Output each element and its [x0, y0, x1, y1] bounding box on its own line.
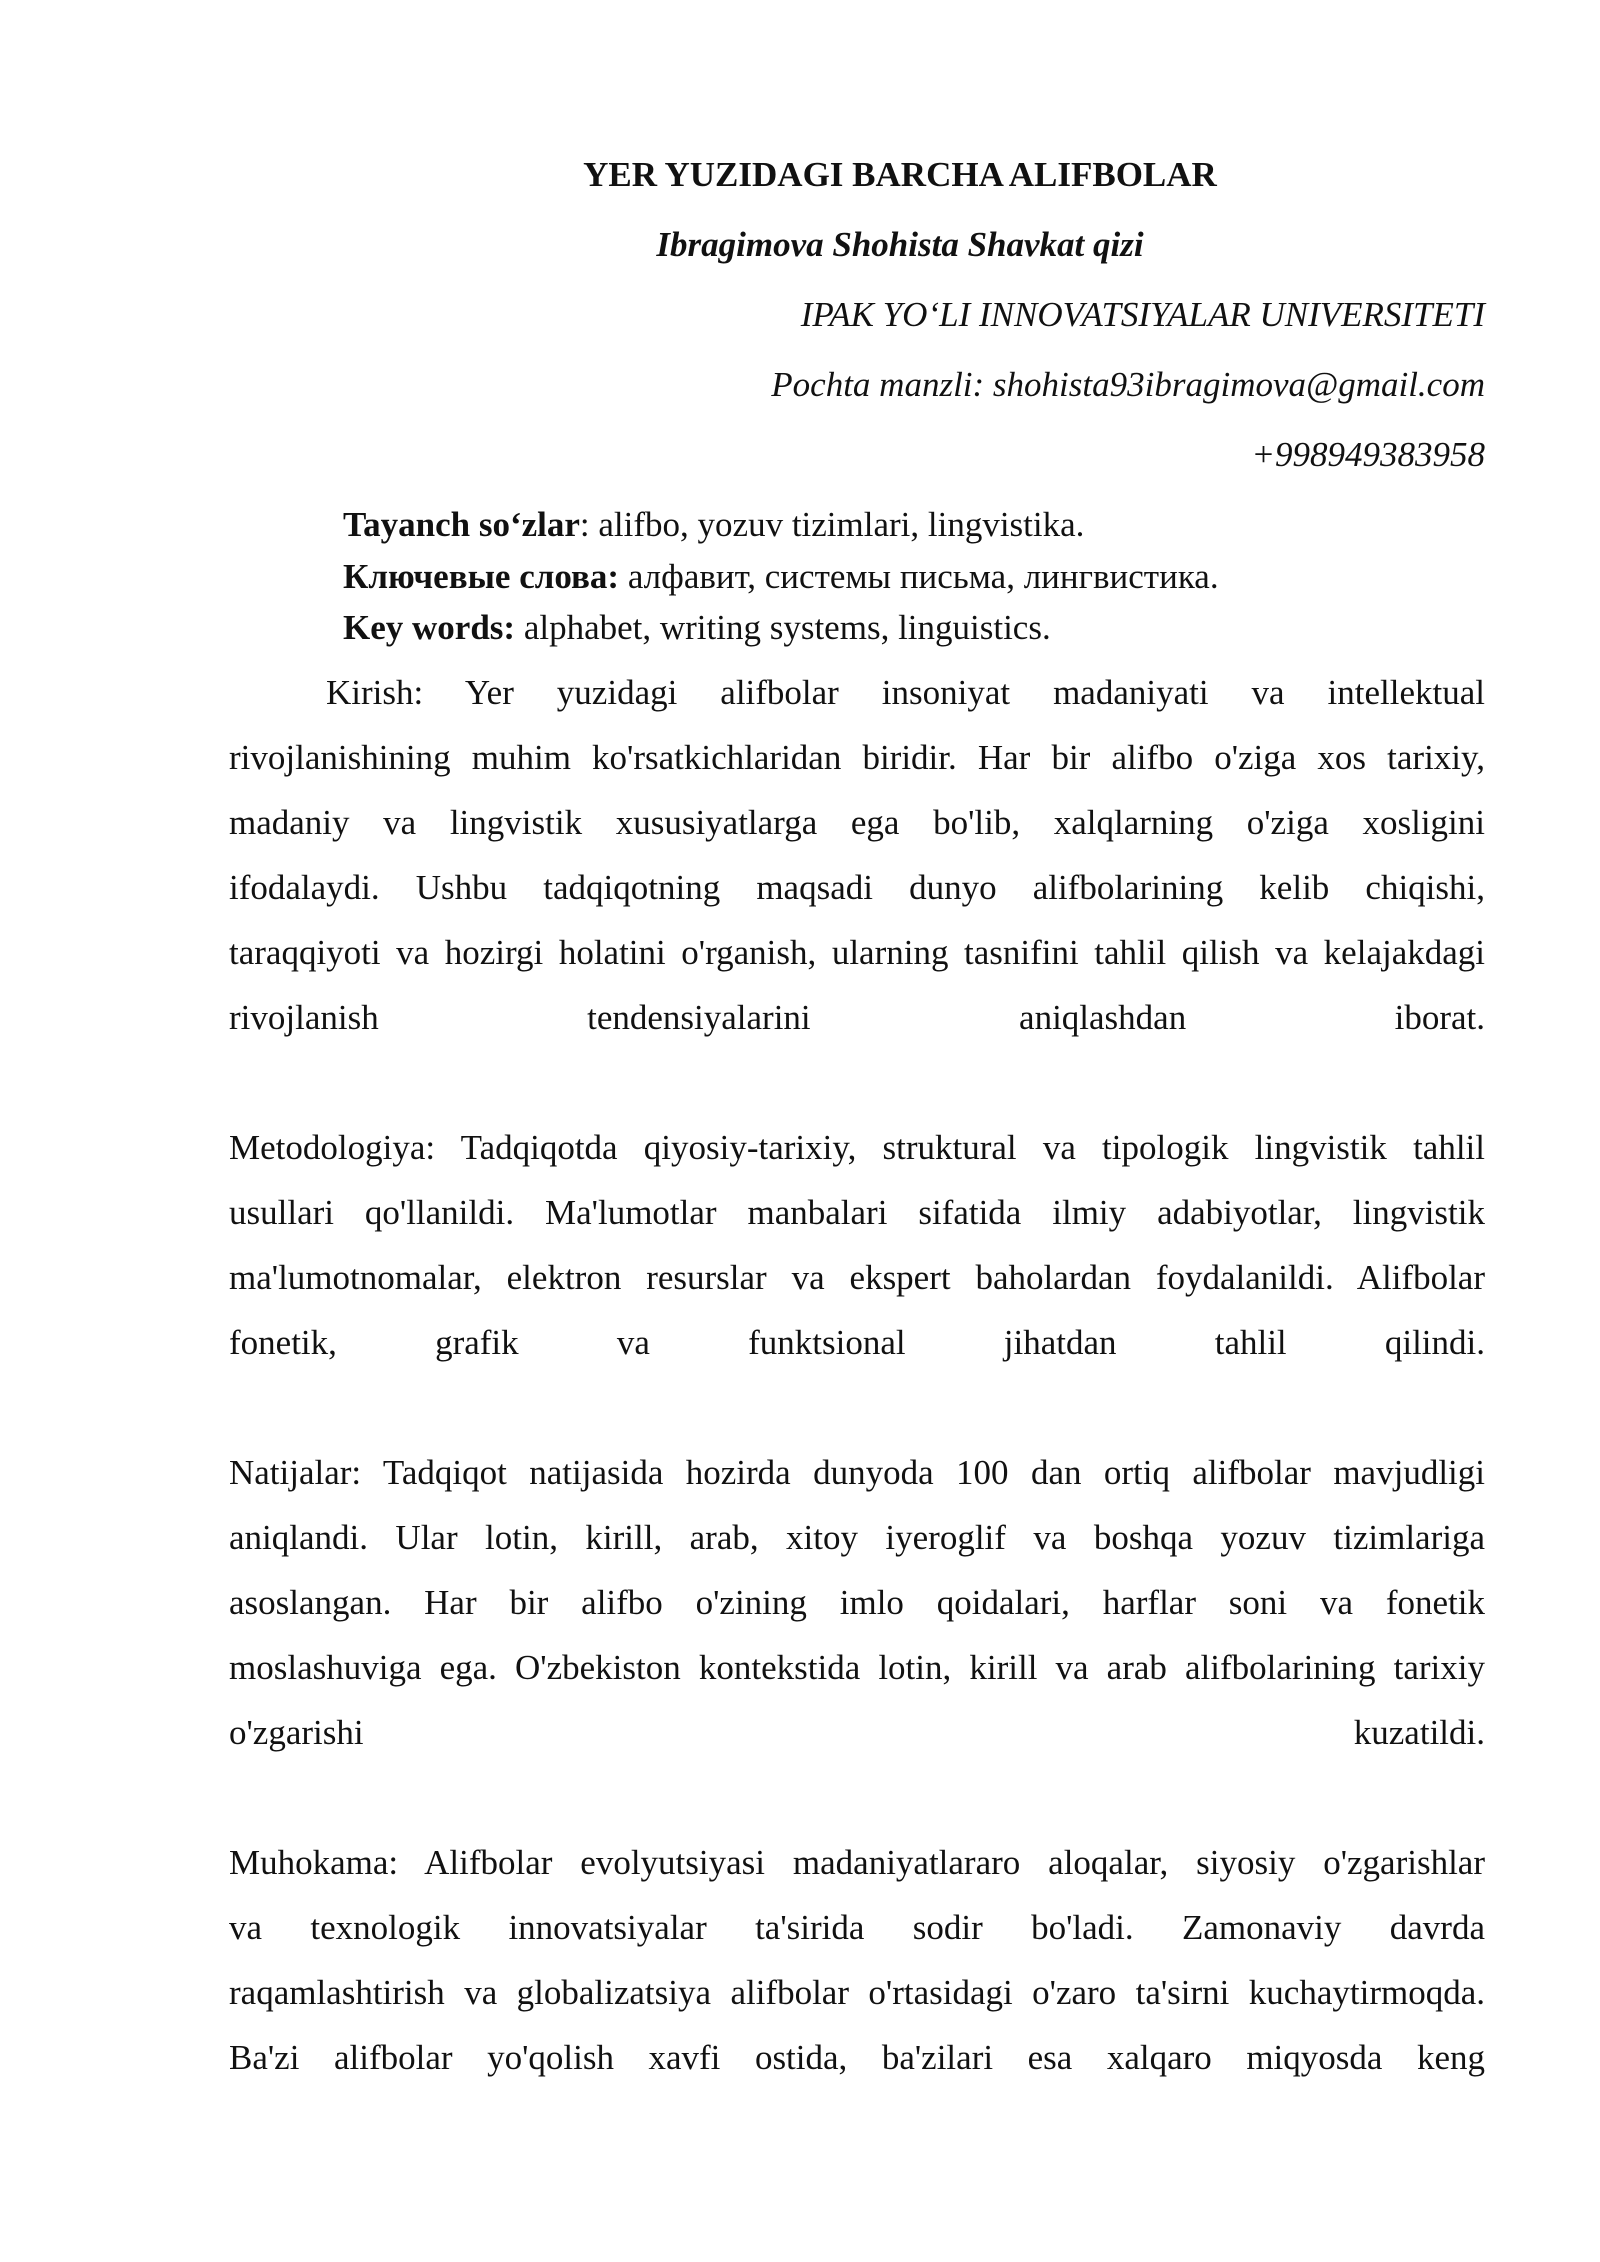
keywords-uz-text: : alifbo, yozuv tizimlari, lingvistika. — [579, 505, 1085, 544]
paragraph-line: ifodalaydi. Ushbu tadqiqotning maqsadi dunyo alifbolarining kelib chiqishi, — [229, 868, 1485, 907]
paragraph-line: Natijalar: Tadqiqot natijasida hozirda dunyoda 100 dan ortiq alifbolar mavjudligi — [229, 1453, 1485, 1492]
paragraph-line: moslashuviga ega. O'zbekiston kontekstida lotin, kirill va arab alifbolarining tarixiy — [229, 1648, 1485, 1687]
phone-number: +998949383958 — [1251, 435, 1485, 474]
paragraph-line: rivojlanish tendensiyalarini aniqlashdan iborat. — [229, 998, 1485, 1037]
keywords-ru-text: алфавит, системы письма, лингвистика. — [619, 557, 1219, 596]
paragraph-line: Muhokama: Alifbolar evolyutsiyasi madaniyatlararo aloqalar, siyosiy o'zgarishlar — [229, 1843, 1485, 1882]
paragraph-line: Ba'zi alifbolar yo'qolish xavfi ostida, ba'zilari esa xalqaro miqyosda keng — [229, 2038, 1485, 2077]
discussion-paragraph — [229, 1830, 1485, 2090]
keywords-en-label: Key words: — [343, 608, 516, 647]
paragraph-line: rivojlanishining muhim ko'rsatkichlaridan biridir. Har bir alifbo o'ziga xos tarixiy, — [229, 738, 1485, 777]
intro-paragraph — [229, 660, 1485, 1050]
paragraph-line: va texnologik innovatsiyalar ta'sirida sodir bo'ladi. Zamonaviy davrda — [229, 1908, 1485, 1947]
paragraph-line: raqamlashtirish va globalizatsiya alifbolar o'rtasidagi o'zaro ta'sirni kuchaytirmoqda. — [229, 1973, 1485, 2012]
paragraph-line: Kirish: Yer yuzidagi alifbolar insoniyat madaniyati va intellektual — [326, 673, 1485, 712]
results-paragraph — [229, 1440, 1485, 1765]
university-name: IPAK YO‘LI INNOVATSIYALAR UNIVERSITETI — [800, 295, 1485, 334]
author-name: Ibragimova Shohista Shavkat qizi — [656, 225, 1144, 264]
keywords-ru-label: Ключевые слова: — [343, 557, 620, 596]
keywords-ru — [343, 552, 1219, 602]
paragraph-line: ma'lumotnomalar, elektron resurslar va ekspert baholardan foydalanildi. Alifbolar — [229, 1258, 1485, 1297]
paragraph-line: fonetik, grafik va funktsional jihatdan tahlil qilindi. — [229, 1323, 1485, 1362]
paragraph-line: usullari qo'llanildi. Ma'lumotlar manbalari sifatida ilmiy adabiyotlar, lingvistik — [229, 1193, 1485, 1232]
paragraph-line: o'zgarishi kuzatildi. — [229, 1713, 1485, 1752]
keywords-uz — [343, 500, 1084, 550]
paragraph-line: asoslangan. Har bir alifbo o'zining imlo qoidalari, harflar soni va fonetik — [229, 1583, 1485, 1622]
methodology-paragraph — [229, 1115, 1485, 1375]
paragraph-line: Metodologiya: Tadqiqotda qiyosiy-tarixiy, struktural va tipologik lingvistik tahlil — [229, 1128, 1485, 1167]
paragraph-line: madaniy va lingvistik xususiyatlarga ega bo'lib, xalqlarning o'ziga xosligini — [229, 803, 1485, 842]
document-title: YER YUZIDAGI BARCHA ALIFBOLAR — [583, 155, 1217, 194]
email-line: Pochta manzli: shohista93ibragimova@gmail.com — [771, 365, 1485, 404]
keywords-en — [343, 603, 1051, 653]
keywords-uz-label: Tayanch so‘zlar — [343, 505, 580, 544]
paragraph-line: taraqqiyoti va hozirgi holatini o'rganish, ularning tasnifini tahlil qilish va kelajakdagi — [229, 933, 1485, 972]
keywords-en-text: alphabet, writing systems, linguistics. — [515, 608, 1051, 647]
paragraph-line: aniqlandi. Ular lotin, kirill, arab, xitoy iyeroglif va boshqa yozuv tizimlariga — [229, 1518, 1485, 1557]
